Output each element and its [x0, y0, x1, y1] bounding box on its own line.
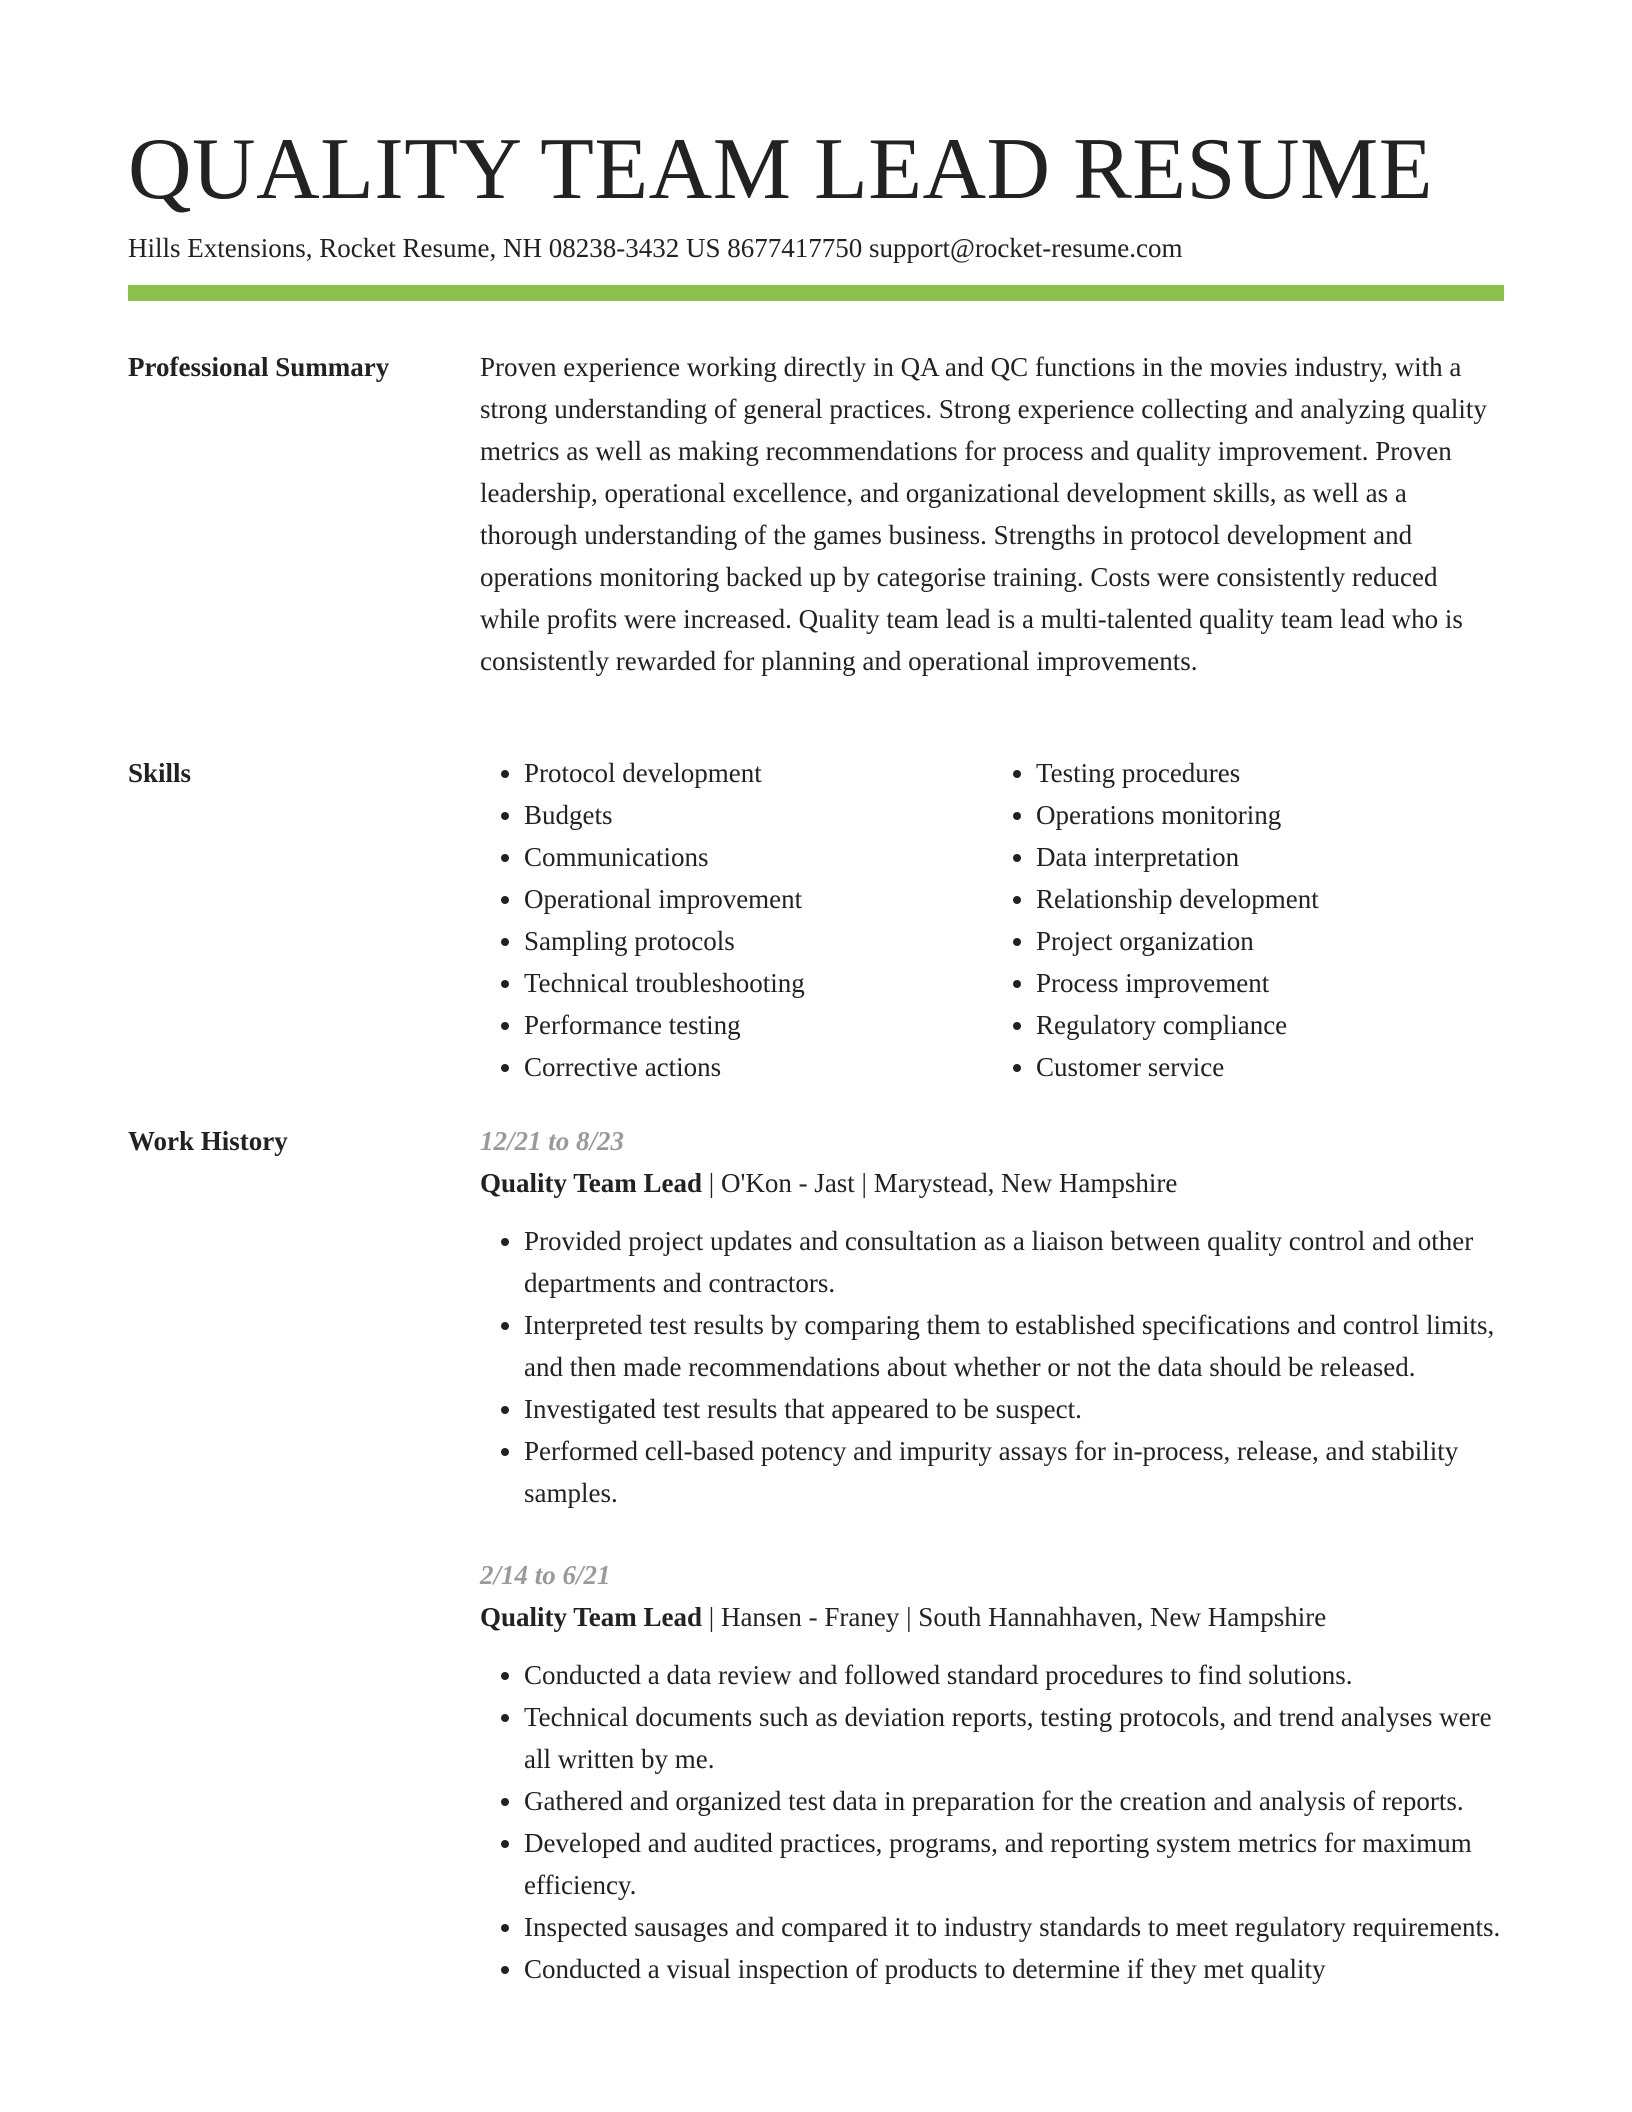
skill-item: • Sampling protocols — [524, 920, 992, 962]
job-bullet: • Investigated test results that appeared to be suspect. — [524, 1388, 1504, 1430]
job-title: Quality Team Lead — [480, 1168, 703, 1198]
skill-item: • Customer service — [1036, 1046, 1504, 1088]
job-entry — [480, 1120, 1504, 1514]
work-body — [480, 1120, 1504, 1990]
summary-body — [480, 346, 1504, 682]
resume-title: QUALITY TEAM LEAD RESUME — [128, 121, 1434, 218]
skills-list-right — [992, 752, 1504, 1088]
work-label: Work History — [128, 1126, 288, 1156]
job-details: | O'Kon - Jast | Marystead, New Hampshire — [702, 1168, 1178, 1198]
skill-item: • Communications — [524, 836, 992, 878]
skill-item: • Budgets — [524, 794, 992, 836]
job-heading — [480, 1596, 1504, 1638]
job-spacer — [480, 1514, 1504, 1554]
skills-list-left — [480, 752, 992, 1088]
job-bullet: • Technical documents such as deviation reports, testing protocols, and trend analyses were all written by me. — [524, 1696, 1504, 1780]
skill-item: • Data interpretation — [1036, 836, 1504, 878]
accent-divider — [128, 285, 1504, 301]
skills-label: Skills — [128, 758, 192, 788]
job-dates: 12/21 to 8/23 — [480, 1126, 625, 1156]
job-details: | Hansen - Franey | South Hannahhaven, New Hampshire — [702, 1602, 1327, 1632]
summary-label: Professional Summary — [128, 352, 390, 382]
skill-item: • Performance testing — [524, 1004, 992, 1046]
skill-item: • Corrective actions — [524, 1046, 992, 1088]
skill-item: • Protocol development — [524, 752, 992, 794]
skill-item: • Operational improvement — [524, 878, 992, 920]
job-bullet: • Conducted a data review and followed standard procedures to find solutions. — [524, 1654, 1504, 1696]
job-entry — [480, 1554, 1504, 1990]
skill-item: • Project organization — [1036, 920, 1504, 962]
job-title: Quality Team Lead — [480, 1602, 703, 1632]
job-bullets — [480, 1220, 1504, 1514]
job-bullet: • Performed cell-based potency and impurity assays for in-process, release, and stability samples. — [524, 1430, 1504, 1514]
skills-body — [480, 752, 1504, 1088]
skill-item: • Process improvement — [1036, 962, 1504, 1004]
job-bullet: • Interpreted test results by comparing them to established specifications and control limits, and then made recommendations about whether or not the data should be released. — [524, 1304, 1504, 1388]
job-heading — [480, 1162, 1504, 1204]
job-bullets — [480, 1654, 1504, 1990]
summary-text: Proven experience working directly in QA and QC functions in the movies industry, with a strong understanding of general practices. Strong experience collecting and analyzing quality metrics as well as making recommendations for process and quality improvement. Proven leadership, operational excellence, and organizational development skills, as well as a thorough understanding of the games business. Strengths in protocol development and operations monitoring backed up by categorise training. Costs were consistently reduced while profits were increased. Quality team lead is a multi-talented quality team lead who is consistently rewarded for planning and operational improvements. — [480, 352, 1487, 676]
job-bullet: • Provided project updates and consultation as a liaison between quality control and other departments and contractors. — [524, 1220, 1504, 1304]
job-bullet: • Inspected sausages and compared it to industry standards to meet regulatory requirements. — [524, 1906, 1504, 1948]
skill-item: • Technical troubleshooting — [524, 962, 992, 1004]
job-dates: 2/14 to 6/21 — [480, 1560, 611, 1590]
skill-item: • Operations monitoring — [1036, 794, 1504, 836]
job-bullet: • Gathered and organized test data in preparation for the creation and analysis of reports. — [524, 1780, 1504, 1822]
contact-info: Hills Extensions, Rocket Resume, NH 08238-3432 US 8677417750 support@rocket-resume.com — [128, 233, 1183, 263]
job-bullet: • Developed and audited practices, programs, and reporting system metrics for maximum efficiency. — [524, 1822, 1504, 1906]
skill-item: • Relationship development — [1036, 878, 1504, 920]
skill-item: • Regulatory compliance — [1036, 1004, 1504, 1046]
job-bullet: • Conducted a visual inspection of products to determine if they met quality — [524, 1948, 1504, 1990]
skill-item: • Testing procedures — [1036, 752, 1504, 794]
skills-columns — [480, 752, 1504, 1088]
